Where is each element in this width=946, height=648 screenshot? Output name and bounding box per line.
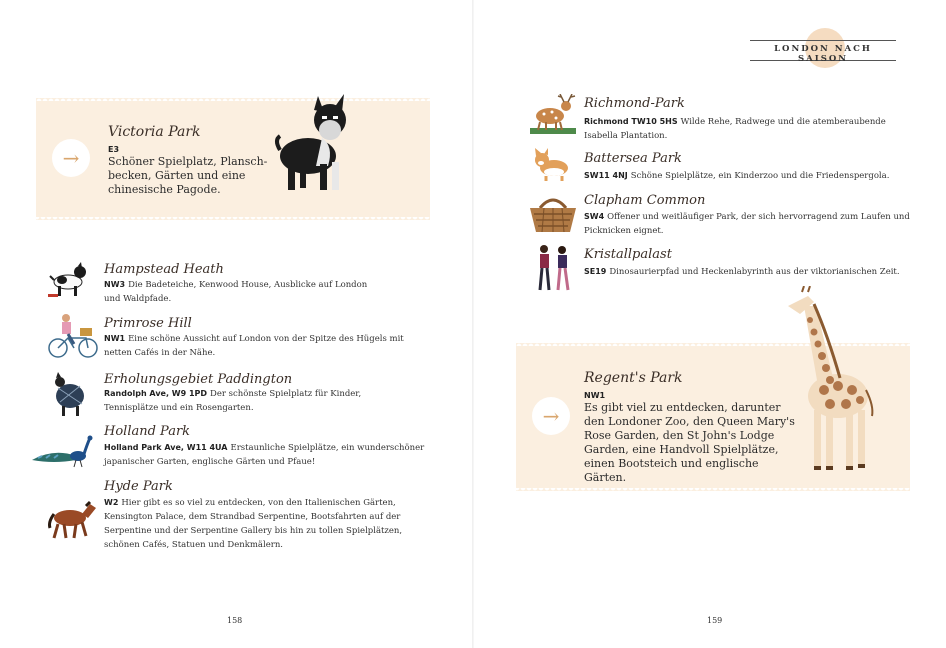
richmond-park-desc: Richmond TW10 5HS Wilde Rehe, Radwege und die atemberaubende Isabella Plantation. [584, 117, 886, 141]
regents-park-desc: Es gibt viel zu entdecken, darunter den Londoner Zoo, den Queen Mary's Rose Garden, den St John's Lodge Garden, eine Handvoll Spielplätze, einen Bootsteich und englische Gärten. [584, 401, 795, 484]
schnauzer-dog-icon [270, 90, 360, 200]
header-label-mid: NACH [834, 44, 872, 54]
richmond-park-title: Richmond-Park [584, 96, 685, 111]
kristallpalast-desc: SE19 Dinosaurierpfad und Heckenlabyrinth aus der viktorianischen Zeit. [584, 267, 900, 277]
battersea-park-title: Battersea Park [584, 151, 682, 166]
corgi-icon [532, 148, 574, 182]
dog-with-coat-icon [48, 372, 92, 418]
page-number-right: 159 [707, 616, 723, 625]
arrow-right-icon[interactable]: → [52, 139, 90, 177]
header-label-right: SAISON [797, 54, 849, 64]
victoria-park-desc: Schöner Spielplatz, Plansch- becken, Gärten und eine chinesische Pagode. [108, 155, 268, 196]
regents-park-code: NW1 [584, 391, 606, 400]
hampstead-heath-desc: NW3 Die Badeteiche, Kenwood House, Ausblicke auf London und Waldpfade. [104, 280, 368, 304]
hyde-park-desc: W2 Hier gibt es so viel zu entdecken, von den Italienischen Gärten, Kensington Palace, dem Strandbad Serpentine, Bootsfahrten auf der Serpentine und der Serpentine Gallery bis hin zu tollen Spielplätzen, schönen Cafés, Statuen und Denkmälern. [104, 498, 403, 550]
clapham-common-desc: SW4 Offener und weitläufiger Park, der sich hervorragend zum Laufen und Picknicken eignet. [584, 212, 910, 236]
joggers-icon [534, 244, 574, 294]
running-header [750, 44, 896, 64]
giraffe-icon [778, 286, 876, 472]
terrier-dog-icon [48, 262, 92, 300]
battersea-park-desc: SW11 4NJ Schöne Spielplätze, ein Kinderzoo und die Friedenspergola. [584, 171, 890, 181]
primrose-hill-title: Primrose Hill [104, 316, 192, 331]
victoria-park-code: E3 [108, 145, 120, 154]
regents-park-title: Regent's Park [584, 370, 683, 386]
page-number-left: 158 [227, 616, 243, 625]
cyclist-icon [46, 312, 100, 360]
hyde-park-title: Hyde Park [104, 479, 173, 494]
victoria-park-title: Victoria Park [108, 124, 201, 140]
paddington-title: Erholungsgebiet Paddington [104, 372, 293, 387]
horse-icon [46, 500, 98, 540]
picnic-basket-icon [528, 192, 578, 234]
holland-park-title: Holland Park [104, 424, 191, 439]
header-rule-top [750, 40, 896, 41]
holland-park-desc: Holland Park Ave, W11 4UA Erstaunliche Spielplätze, ein wunderschöner japanischer Garten, englische Gärten und Pfaue! [104, 443, 425, 467]
victoria-park-box [36, 98, 430, 220]
clapham-common-title: Clapham Common [584, 193, 706, 208]
header-label-left: LONDON [774, 44, 830, 54]
paddington-desc: Randolph Ave, W9 1PD Der schönste Spielplatz für Kinder, Tennisplätze und ein Rosengarten. [104, 389, 362, 413]
arrow-right-icon[interactable]: → [532, 397, 570, 435]
hampstead-heath-title: Hampstead Heath [104, 262, 224, 277]
primrose-hill-desc: NW1 Eine schöne Aussicht auf London von der Spitze des Hügels mit netten Cafés in der Nähe. [104, 334, 404, 358]
kristallpalast-title: Kristallpalast [584, 247, 672, 262]
peacock-icon [30, 434, 98, 468]
page-gutter [472, 0, 474, 648]
deer-icon [530, 94, 578, 136]
